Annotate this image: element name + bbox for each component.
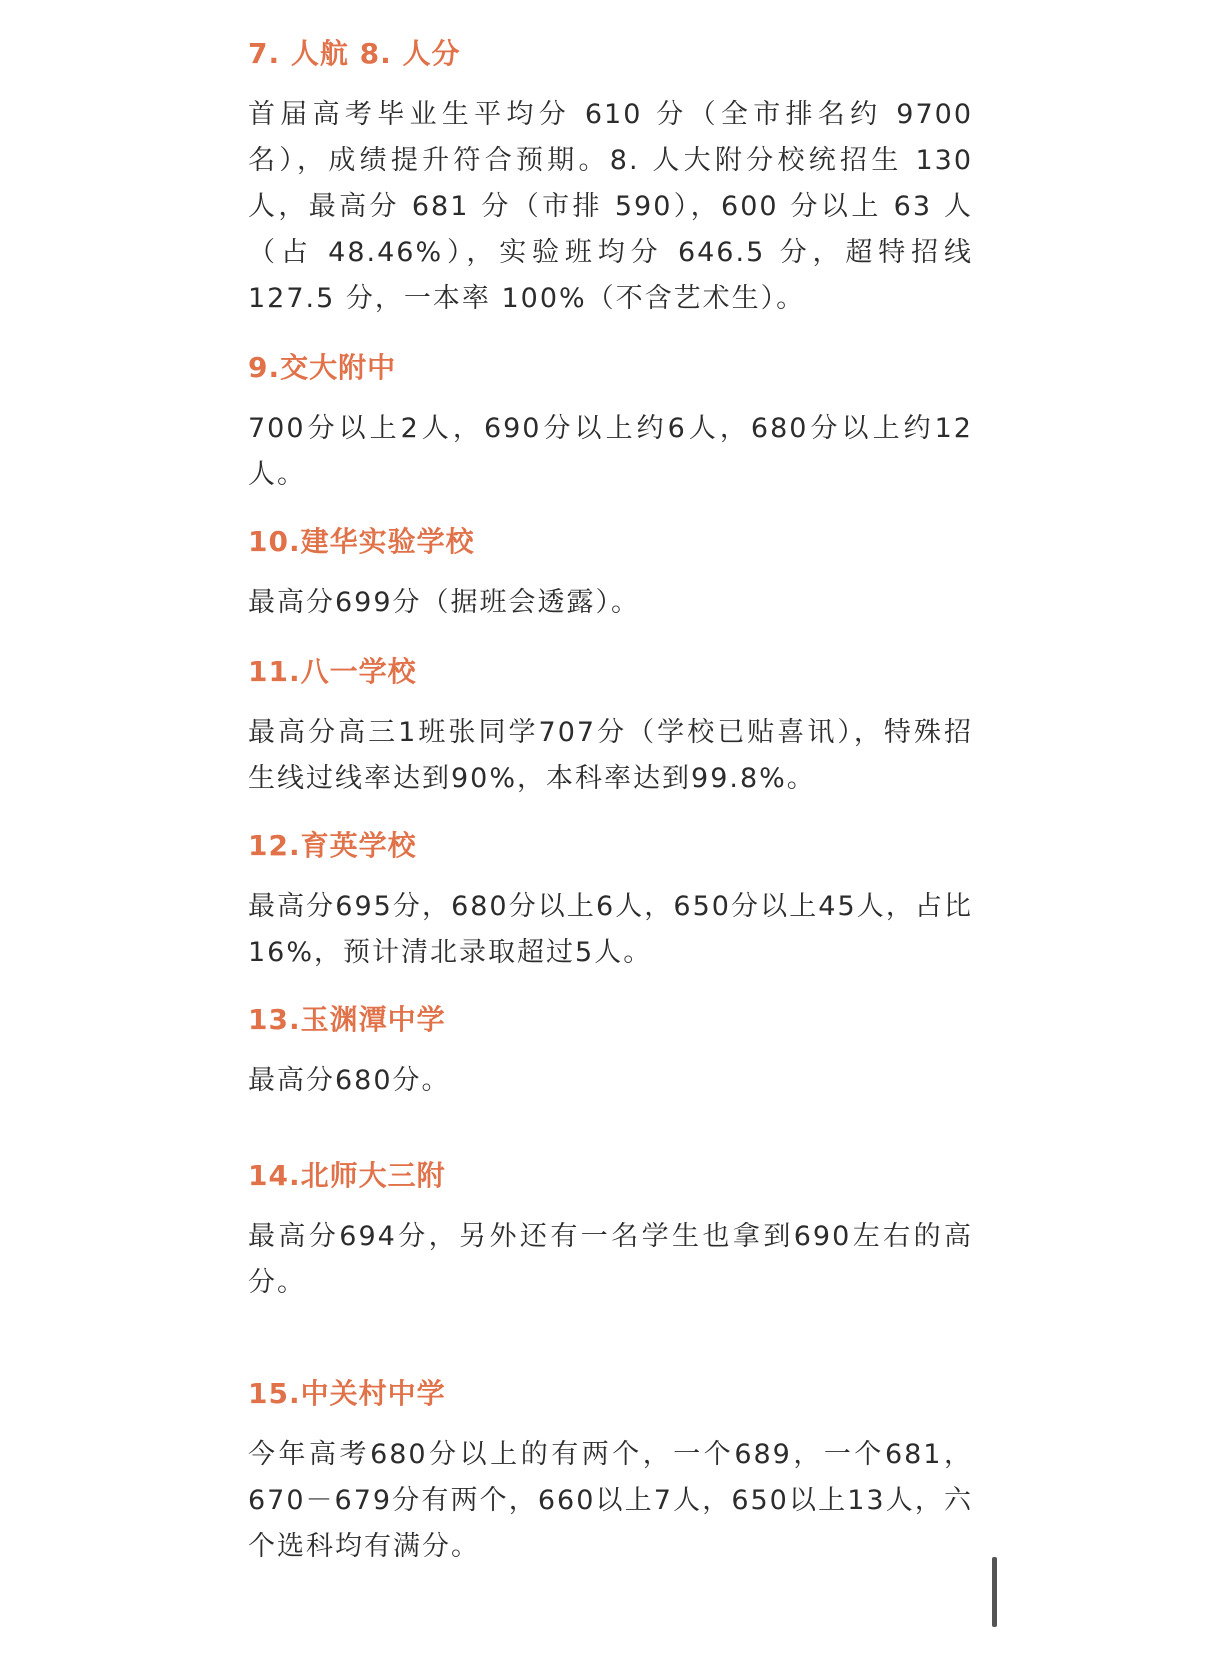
section-heading-12: 12.育英学校 [248, 829, 417, 862]
section-heading-13: 13.玉渊潭中学 [248, 1003, 446, 1036]
section-heading-7-8: 7. 人航 8. 人分 [248, 37, 461, 70]
section-body-12: 最高分695分，680分以上6人，650分以上45人，占比16%，预计清北录取超过5人。 [248, 891, 973, 968]
section-heading-11: 11.八一学校 [248, 655, 417, 688]
scrollbar-thumb[interactable] [992, 1557, 997, 1627]
section-heading-14: 14.北师大三附 [248, 1159, 446, 1192]
section-body-10: 最高分699分（据班会透露）。 [248, 587, 641, 618]
section-heading-9: 9.交大附中 [248, 351, 397, 384]
section-body-11: 最高分高三1班张同学707分（学校已贴喜讯），特殊招生线过线率达到90%，本科率达到99.8%。 [248, 717, 973, 794]
section-heading-15: 15.中关村中学 [248, 1377, 446, 1410]
section-body-14: 最高分694分，另外还有一名学生也拿到690左右的高分。 [248, 1221, 973, 1298]
section-body-13: 最高分680分。 [248, 1065, 451, 1096]
section-heading-10: 10.建华实验学校 [248, 525, 475, 558]
section-body-15: 今年高考680分以上的有两个，一个689，一个681，670－679分有两个，660以上7人，650以上13人，六个选科均有满分。 [248, 1439, 973, 1562]
section-body-7-8: 首届高考毕业生平均分 610 分（全市排名约 9700 名），成绩提升符合预期。8. 人大附分校统招生 130 人，最高分 681 分（市排 590），600 分以上 63 人（占 48.46%），实验班均分 646.5 分，超特招线 127.5 分，一本率 100%（不含艺术生）。 [248, 99, 973, 314]
section-body-9: 700分以上2人，690分以上约6人，680分以上约12人。 [248, 413, 973, 490]
